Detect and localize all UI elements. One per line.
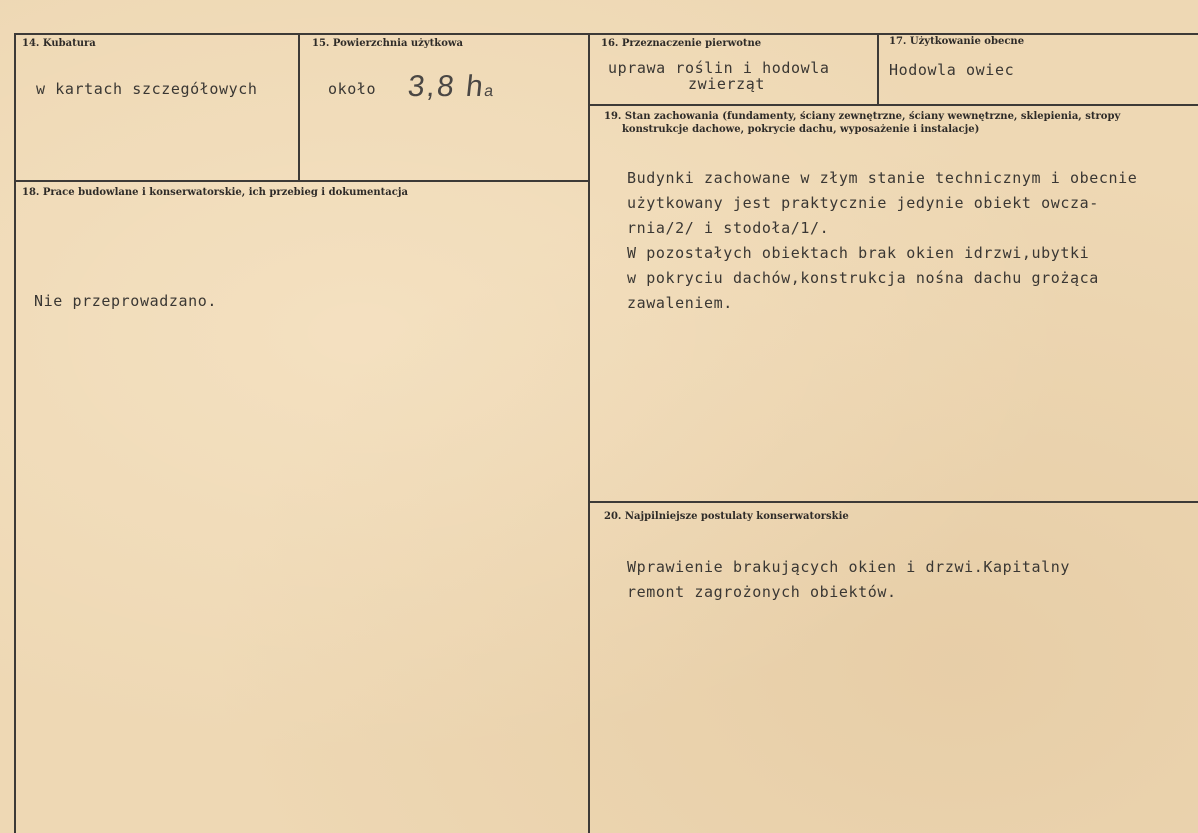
field-18-value: Nie przeprowadzano. xyxy=(34,292,217,310)
rule-under-14-15 xyxy=(14,180,590,182)
field-17-value: Hodowla owiec xyxy=(889,61,1015,79)
field-16-line-2: zwierząt xyxy=(688,75,766,93)
handwritten-area-suffix: a xyxy=(483,83,497,100)
field-16-label: 16. Przeznaczenie pierwotne xyxy=(601,38,762,49)
rule-under-16-17 xyxy=(588,104,1198,106)
rule-above-20 xyxy=(588,501,1198,503)
handwritten-area-main: 3,8 h xyxy=(406,70,487,103)
field-14-value: w kartach szczegółowych xyxy=(36,80,258,98)
field-17-label: 17. Użytkowanie obecne xyxy=(889,36,1025,47)
field-20-label: 20. Najpilniejsze postulaty konserwatorskie xyxy=(604,511,849,522)
field-15-prefix: około xyxy=(328,80,377,98)
top-rule xyxy=(14,33,1198,35)
divider-16-17 xyxy=(877,33,879,105)
field-15-handwritten-value xyxy=(406,70,497,104)
field-14-label: 14. Kubatura xyxy=(22,38,96,49)
field-20-line: remont zagrożonych obiektów. xyxy=(627,583,897,601)
field-19-line: W pozostałych obiektach brak okien idrzwi,ubytki xyxy=(627,244,1090,262)
left-rule xyxy=(14,33,16,833)
field-19-line: użytkowany jest praktycznie jedynie obiekt owcza- xyxy=(627,194,1099,212)
field-19-line: rnia/2/ i stodoła/1/. xyxy=(627,219,830,237)
field-19-line: w pokryciu dachów,konstrukcja nośna dachu grożąca xyxy=(627,269,1099,287)
field-19-label-line-1: 19. Stan zachowania (fundamenty, ściany zewnętrzne, ściany wewnętrzne, sklepienia, stropy xyxy=(604,111,1121,122)
field-19-text xyxy=(627,166,1137,316)
divider-14-15 xyxy=(298,33,300,181)
field-19-line: zawaleniem. xyxy=(627,294,733,312)
field-19-line: Budynki zachowane w złym stanie technicznym i obecnie xyxy=(627,169,1138,187)
center-divider xyxy=(588,33,590,833)
field-18-label: 18. Prace budowlane i konserwatorskie, ich przebieg i dokumentacja xyxy=(22,187,408,198)
field-20-line: Wprawienie brakujących okien i drzwi.Kapitalny xyxy=(627,558,1071,576)
field-19-label-line-2: konstrukcje dachowe, pokrycie dachu, wyposażenie i instalacje) xyxy=(622,124,980,135)
field-16-line-1: uprawa roślin i hodowla xyxy=(608,59,830,77)
field-20-text xyxy=(627,555,1070,605)
field-15-label: 15. Powierzchnia użytkowa xyxy=(312,38,463,49)
